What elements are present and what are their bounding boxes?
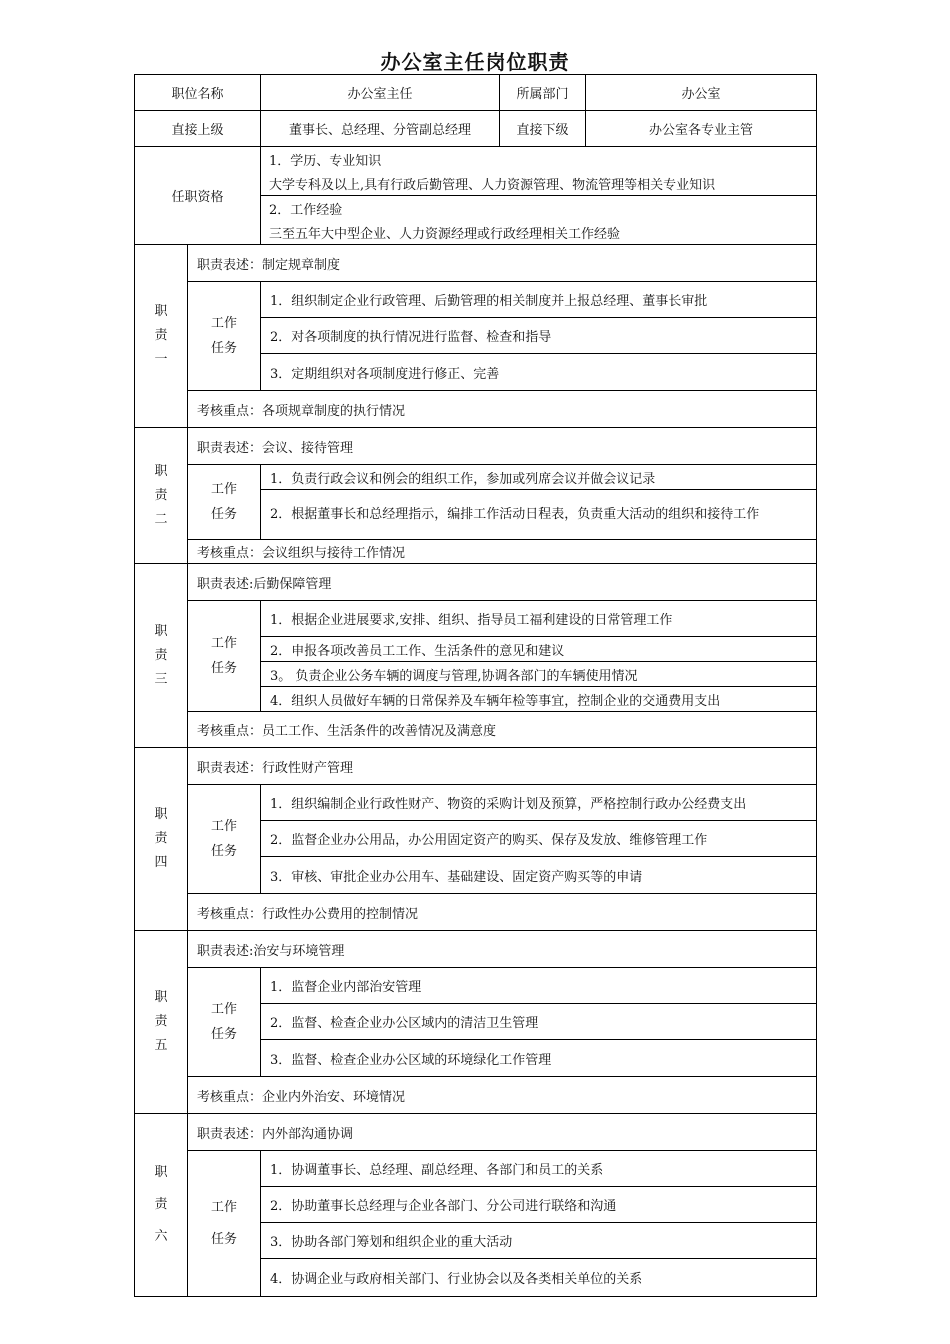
task-item: 2．对各项制度的执行情况进行监督、检查和指导 <box>261 318 817 354</box>
duty-label <box>135 564 188 748</box>
task-item: 1．组织编制企业行政性财产、物资的采购计划及预算，严格控制行政办公经费支出 <box>261 785 817 821</box>
work-task-label-line: 工作 <box>211 636 238 651</box>
duty-description: 职责表述:治安与环境管理 <box>188 931 817 968</box>
task-item: 1．组织制定企业行政管理、后勤管理的相关制度并上报总经理、董事长审批 <box>261 282 817 318</box>
duty-label-char: 四 <box>154 855 168 870</box>
work-task-label <box>188 1151 261 1297</box>
superior-label: 直接上级 <box>135 111 261 147</box>
dept-label: 所属部门 <box>500 75 586 111</box>
subordinate-label: 直接下级 <box>500 111 586 147</box>
task-row <box>135 601 817 637</box>
duty-label-char: 责 <box>154 1014 168 1029</box>
task-item: 1．协调董事长、总经理、副总经理、各部门和员工的关系 <box>261 1151 817 1187</box>
task-item: 3．定期组织对各项制度进行修正、完善 <box>261 354 817 391</box>
work-task-label-line: 工作 <box>211 1199 238 1215</box>
duty-description-row <box>135 428 817 465</box>
duty-description-row <box>135 748 817 785</box>
duty-label-char: 责 <box>154 647 168 663</box>
superior-value: 董事长、总经理、分管副总经理 <box>261 111 500 147</box>
task-item: 2．申报各项改善员工工作、生活条件的意见和建议 <box>261 637 817 662</box>
duty-label-char: 责 <box>154 831 168 846</box>
assessment-text: 考核重点：企业内外治安、环境情况 <box>188 1077 817 1114</box>
duty-label <box>135 245 188 428</box>
qualification-label: 任职资格 <box>135 147 261 245</box>
task-item: 3。 负责企业公务车辆的调度与管理,协调各部门的车辆使用情况 <box>261 662 817 687</box>
assessment-text: 考核重点：行政性办公费用的控制情况 <box>188 894 817 931</box>
assessment-row <box>135 391 817 428</box>
qualification-item: 2．工作经验 <box>261 196 817 221</box>
work-task-label <box>188 282 261 391</box>
qualification-item: 三至五年大中型企业、人力资源经理或行政经理相关工作经验 <box>261 220 817 245</box>
duty-description-row <box>135 1114 817 1151</box>
duty-label <box>135 748 188 931</box>
work-task-label-line: 任务 <box>211 844 238 859</box>
subordinate-value: 办公室各专业主管 <box>586 111 817 147</box>
header-row-reporting <box>135 111 817 147</box>
duty-label-char: 责 <box>154 487 168 503</box>
position-value: 办公室主任 <box>261 75 500 111</box>
assessment-row <box>135 540 817 564</box>
job-description-sheet <box>134 74 816 1297</box>
work-task-label-line: 工作 <box>211 819 238 834</box>
work-task-label-line: 任务 <box>211 341 238 356</box>
duty-label <box>135 931 188 1114</box>
work-task-label-line: 工作 <box>211 482 238 497</box>
qualification-item: 大学专科及以上,具有行政后勤管理、人力资源管理、物流管理等相关专业知识 <box>261 171 817 196</box>
task-row <box>135 785 817 821</box>
duty-description: 职责表述：行政性财产管理 <box>188 748 817 785</box>
task-item: 3．协助各部门筹划和组织企业的重大活动 <box>261 1223 817 1259</box>
task-item: 2．监督、检查企业办公区域内的清洁卫生管理 <box>261 1004 817 1040</box>
assessment-row <box>135 712 817 748</box>
task-row <box>135 282 817 318</box>
work-task-label-line: 任务 <box>211 507 238 522</box>
duty-description: 职责表述:后勤保障管理 <box>188 564 817 601</box>
duty-label-char: 职 <box>154 463 168 479</box>
assessment-row <box>135 894 817 931</box>
duty-label <box>135 1114 188 1297</box>
dept-value: 办公室 <box>586 75 817 111</box>
task-row <box>135 968 817 1004</box>
qualification-row <box>135 147 817 172</box>
duty-label-char: 职 <box>154 623 168 639</box>
task-item: 4．协调企业与政府相关部门、行业协会以及各类相关单位的关系 <box>261 1259 817 1297</box>
duty-description-row <box>135 245 817 282</box>
duty-label-char: 五 <box>154 1038 168 1053</box>
task-row <box>135 465 817 490</box>
work-task-label <box>188 785 261 894</box>
assessment-row <box>135 1077 817 1114</box>
task-item: 1．根据企业进展要求,安排、组织、指导员工福利建设的日常管理工作 <box>261 601 817 637</box>
position-label: 职位名称 <box>135 75 261 111</box>
duty-description-row <box>135 564 817 601</box>
work-task-label <box>188 601 261 712</box>
work-task-label <box>188 968 261 1077</box>
assessment-text: 考核重点：会议组织与接待工作情况 <box>188 540 817 564</box>
assessment-text: 考核重点：员工工作、生活条件的改善情况及满意度 <box>188 712 817 748</box>
duty-label-char: 职 <box>154 1165 168 1180</box>
duty-label-char: 一 <box>154 352 168 367</box>
task-item: 2．根据董事长和总经理指示，编排工作活动日程表，负责重大活动的组织和接待工作 <box>261 490 817 540</box>
duty-label-char: 六 <box>154 1229 168 1244</box>
assessment-text: 考核重点：各项规章制度的执行情况 <box>188 391 817 428</box>
work-task-label-line: 任务 <box>211 1027 238 1042</box>
duty-label-char: 责 <box>154 1197 168 1212</box>
duty-description: 职责表述：内外部沟通协调 <box>188 1114 817 1151</box>
task-item: 2．协助董事长总经理与企业各部门、分公司进行联络和沟通 <box>261 1187 817 1223</box>
duty-label-char: 责 <box>154 328 168 343</box>
duty-description: 职责表述：制定规章制度 <box>188 245 817 282</box>
work-task-label <box>188 465 261 540</box>
work-task-label-line: 任务 <box>211 1231 238 1247</box>
task-item: 3．监督、检查企业办公区域的环境绿化工作管理 <box>261 1040 817 1077</box>
header-row-position <box>135 75 817 111</box>
duty-label <box>135 428 188 564</box>
qualification-item: 1．学历、专业知识 <box>261 147 817 172</box>
task-item: 1．监督企业内部治安管理 <box>261 968 817 1004</box>
task-item: 2．监督企业办公用品，办公用固定资产的购买、保存及发放、维修管理工作 <box>261 821 817 857</box>
work-task-label-line: 工作 <box>211 1002 238 1017</box>
duty-description-row <box>135 931 817 968</box>
duty-label-char: 三 <box>154 671 168 687</box>
task-item: 1．负责行政会议和例会的组织工作，参加或列席会议并做会议记录 <box>261 465 817 490</box>
task-item: 3．审核、审批企业办公用车、基础建设、固定资产购买等的申请 <box>261 857 817 894</box>
work-task-label-line: 工作 <box>211 316 238 331</box>
job-description-table <box>134 74 817 1297</box>
document-title: 办公室主任岗位职责 <box>380 50 570 74</box>
task-row <box>135 1151 817 1187</box>
task-item: 4．组织人员做好车辆的日常保养及车辆年检等事宜，控制企业的交通费用支出 <box>261 687 817 712</box>
work-task-label-line: 任务 <box>211 661 238 676</box>
duty-label-char: 职 <box>154 304 168 319</box>
duty-label-char: 职 <box>154 990 168 1005</box>
duty-description: 职责表述：会议、接待管理 <box>188 428 817 465</box>
duty-label-char: 职 <box>154 807 168 822</box>
duty-label-char: 二 <box>154 511 168 527</box>
